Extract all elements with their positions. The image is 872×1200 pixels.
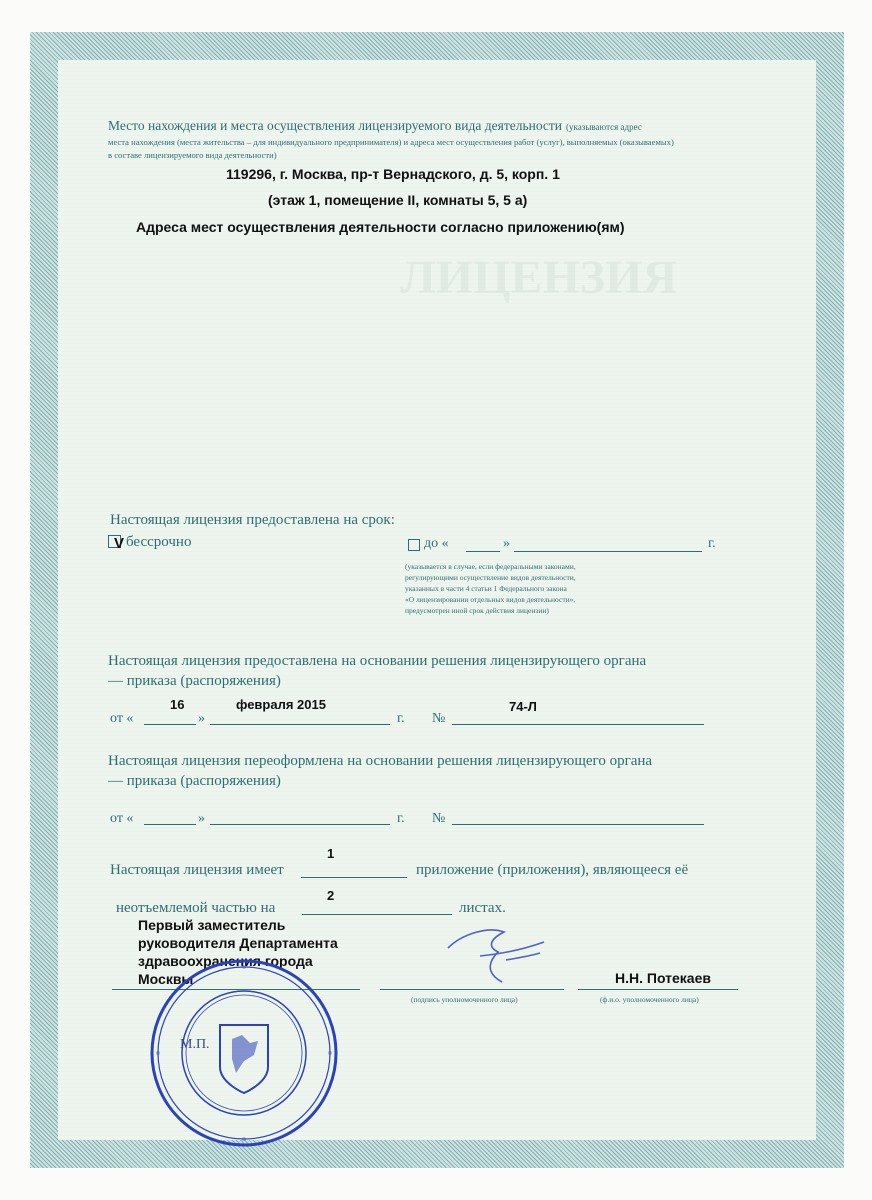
check-mark: V — [114, 535, 125, 552]
reissue-label-1: Настоящая лицензия переоформлена на основании решения лицензирующего органа — [108, 753, 653, 769]
signer-name: Н.Н. Потекаев — [615, 970, 711, 986]
term-note-4: «О лицензировании отдельных видов деятельности», — [405, 595, 576, 604]
grant-number: 74-Л — [509, 699, 537, 714]
location-heading-note-3: в составе лицензируемого вида деятельности) — [108, 150, 277, 160]
until-checkbox[interactable] — [408, 539, 420, 551]
term-note-3: указанных в части 4 статьи 1 Федерального закона — [405, 584, 567, 593]
term-note-1: (указывается в случае, если федеральными законами, — [405, 562, 576, 571]
grant-day-line — [144, 724, 196, 725]
reissue-from-prefix: от « — [110, 811, 134, 826]
grant-label-2: — приказа (распоряжения) — [108, 673, 281, 689]
reissue-from-mid: » — [198, 811, 205, 826]
option-until-mid: » — [503, 536, 510, 551]
signer-position-1: Первый заместитель — [138, 917, 286, 933]
reissue-date-line — [210, 824, 390, 825]
reissue-number-line — [452, 824, 704, 825]
reissue-day-line — [144, 824, 196, 825]
until-date-line — [514, 551, 702, 552]
official-seal-icon — [146, 955, 342, 1151]
appendix-sheets: 2 — [327, 888, 335, 903]
reissue-number-prefix: № — [432, 811, 446, 826]
signature-caption: (подпись уполномоченного лица) — [411, 995, 518, 1004]
appendix-line-2-prefix: неотъемлемой частью на — [116, 900, 276, 916]
grant-from-mid: » — [198, 711, 205, 726]
reissue-label-2: — приказа (распоряжения) — [108, 773, 281, 789]
appendix-count: 1 — [327, 846, 335, 861]
name-line — [578, 989, 738, 990]
name-caption: (ф.и.о. уполномоченного лица) — [600, 995, 699, 1004]
appendix-line-2-suffix: листах. — [459, 900, 506, 916]
handwritten-signature-icon — [440, 920, 550, 990]
term-note-5: предусмотрен иной срок действия лицензии) — [405, 606, 549, 615]
location-heading: Место нахождения и места осуществления лицензируемого вида деятельности — [108, 118, 563, 133]
term-note-2: регулирующими осуществление видов деятельности, — [405, 573, 576, 582]
mp-label: М.П. — [180, 1037, 210, 1052]
appendix-sheets-line — [302, 914, 452, 915]
address-line-3: Адреса мест осуществления деятельности согласно приложению(ям) — [136, 219, 625, 235]
signer-position-2: руководителя Департамента — [138, 935, 338, 951]
grant-from-prefix: от « — [110, 711, 134, 726]
location-heading-note-2: места нахождения (места жительства – для индивидуального предпринимателя) и адреса мест осуществления работ (услуг), выполняемых (оказываемых) — [108, 137, 674, 147]
address-line-1: 119296, г. Москва, пр-т Вернадского, д. 5, корп. 1 — [226, 166, 560, 182]
appendix-line-1-prefix: Настоящая лицензия имеет — [110, 862, 284, 878]
location-heading-note: (указываются адрес — [566, 122, 642, 132]
reissue-year-suffix: г. — [397, 811, 405, 826]
background-watermark: ЛИЦЕНЗИЯ — [400, 251, 678, 304]
until-day-line — [466, 551, 500, 552]
appendix-line-1-suffix: приложение (приложения), являющееся её — [416, 862, 689, 878]
grant-day: 16 — [170, 697, 185, 712]
option-until-prefix: до « — [424, 536, 449, 551]
grant-label-1: Настоящая лицензия предоставлена на основании решения лицензирующего органа — [108, 653, 647, 669]
grant-year-suffix: г. — [397, 711, 405, 726]
appendix-count-line — [301, 877, 407, 878]
signer-position-3: здравоохранения города — [138, 953, 313, 969]
option-until-suffix: г. — [708, 536, 716, 551]
grant-month-year: февраля 2015 — [236, 697, 326, 712]
signer-position-4: Москвы — [138, 971, 194, 987]
option-indefinite: бессрочно — [126, 534, 192, 550]
address-line-2: (этаж 1, помещение II, комнаты 5, 5 а) — [268, 192, 528, 208]
grant-date-line — [210, 724, 390, 725]
grant-number-line — [452, 724, 704, 725]
grant-number-prefix: № — [432, 711, 446, 726]
term-label: Настоящая лицензия предоставлена на срок: — [110, 512, 395, 528]
